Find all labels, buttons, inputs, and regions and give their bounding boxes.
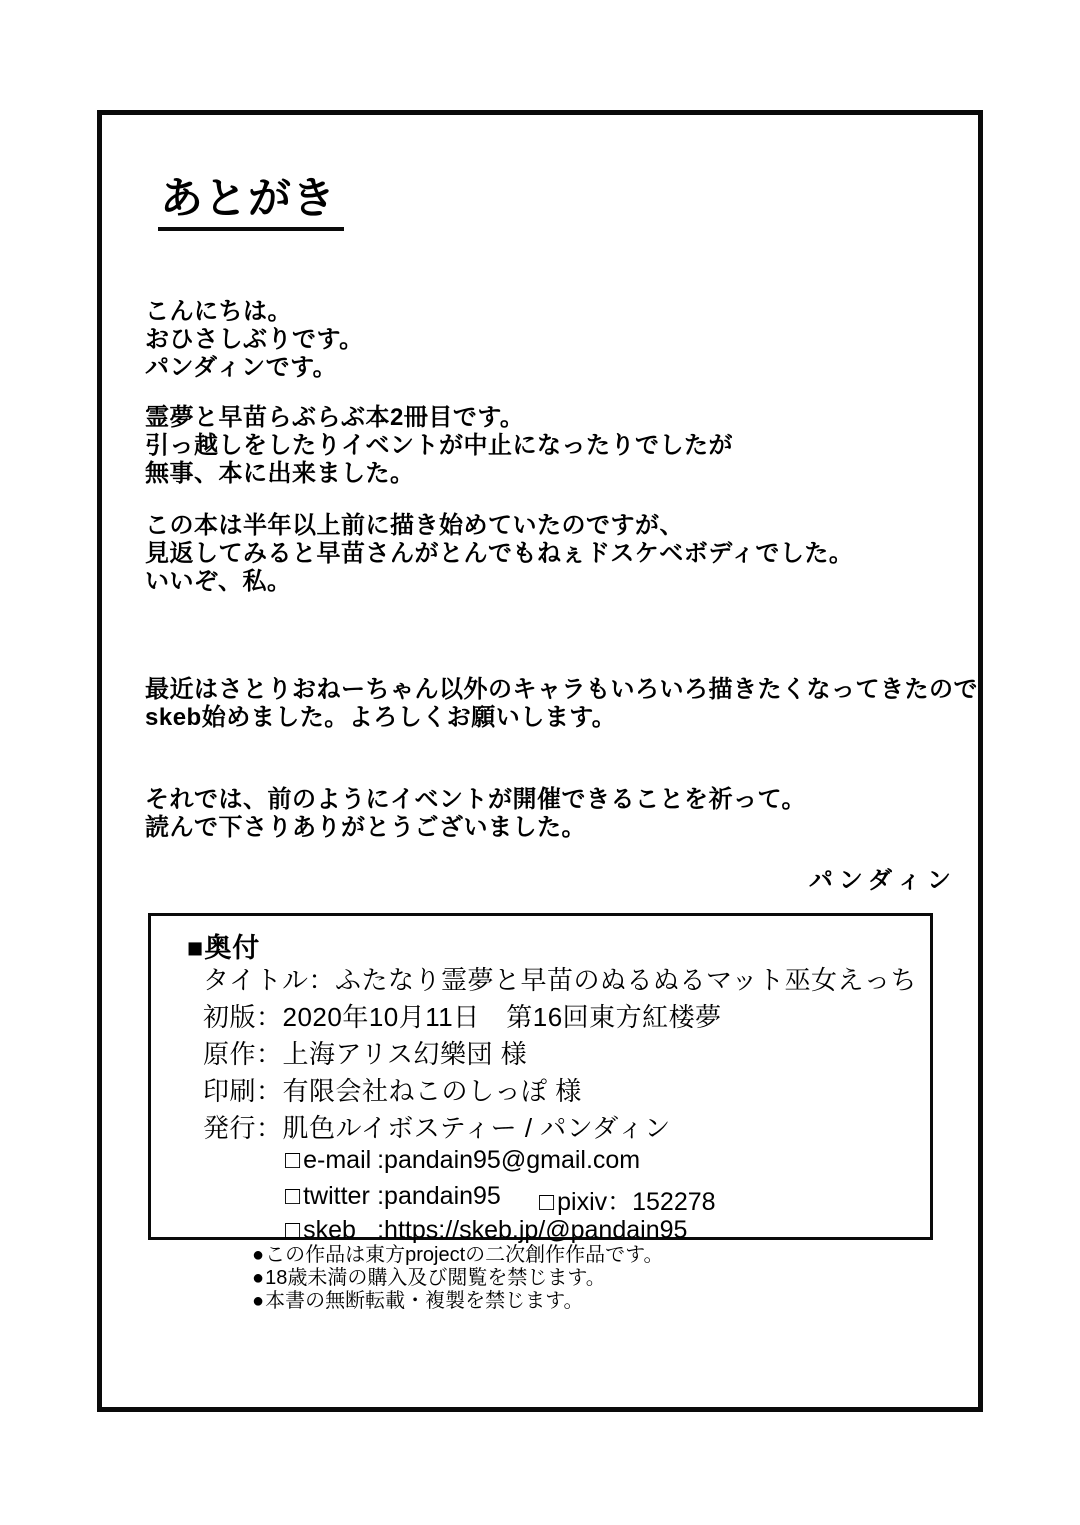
- text-line: 見返してみると早苗さんがとんでもねぇドスケベボディでした。: [145, 540, 854, 567]
- colophon-box: [148, 913, 933, 1244]
- notice-text: 18歳未満の購入及び閲覧を禁じます。: [265, 1267, 606, 1289]
- contact-row-twitter: [285, 1182, 716, 1216]
- text-line: パンダィンです。: [145, 354, 338, 381]
- contact-label: pixiv: [557, 1188, 608, 1216]
- filled-square-icon: ■: [187, 933, 205, 963]
- notice-text: この作品は東方projectの二次創作作品です。: [265, 1244, 664, 1266]
- colophon-row-printing: 印刷：有限会社ねこのしっぽ 様: [203, 1076, 582, 1106]
- notice-list: [252, 1244, 664, 1313]
- contact-value: :pandain95: [377, 1182, 501, 1210]
- afterword-paragraph-drawing: [145, 512, 990, 596]
- afterword-paragraph-greeting: [145, 298, 990, 382]
- contact-row-email: [285, 1146, 640, 1175]
- text-line: こんにちは。: [145, 298, 292, 325]
- bullet-icon: ●: [252, 1267, 265, 1289]
- afterword-title: あとがき: [158, 176, 344, 231]
- colophon-row-publisher: 発行：肌色ルイボスティー / パンダィン: [203, 1113, 671, 1143]
- contact-value: :https://skeb.jp/@pandain95: [377, 1216, 688, 1244]
- bullet-icon: ●: [252, 1244, 265, 1266]
- notice-line-age: [252, 1267, 664, 1290]
- afterword-paragraph-closing: [145, 786, 990, 842]
- colophon-row-title: タイトル：ふたなり霊夢と早苗のぬるぬるマット巫女えっち: [203, 965, 917, 995]
- text-line: 最近はさとりおねーちゃん以外のキャラもいろいろ描きたくなってきたので: [145, 676, 978, 703]
- contact-label: twitter: [303, 1182, 370, 1210]
- afterword-paragraph-skeb: [145, 676, 990, 732]
- text-line: それでは、前のようにイベントが開催できることを祈って。: [145, 786, 807, 813]
- contact-value: :pandain95@gmail.com: [377, 1146, 641, 1174]
- text-line: 読んで下さりありがとうございました。: [145, 814, 586, 841]
- colophon-heading-label: 奥付: [204, 933, 261, 963]
- checkbox-icon: □: [285, 1216, 301, 1244]
- colophon-row-first-edition: 初版：2020年10月11日 第16回東方紅楼夢: [203, 1002, 722, 1032]
- text-line: おひさしぶりです。: [145, 326, 364, 353]
- bullet-icon: ●: [252, 1290, 265, 1312]
- text-line: 引っ越しをしたりイベントが中止になったりでしたが: [145, 432, 733, 459]
- notice-text: 本書の無断転載・複製を禁じます。: [265, 1290, 584, 1312]
- contact-row-pixiv: [539, 1182, 716, 1218]
- contact-label: e-mail: [303, 1146, 372, 1174]
- notice-line-reproduction: [252, 1290, 664, 1313]
- contact-label: skeb: [303, 1216, 356, 1244]
- text-line: 無事、本に出来ました。: [145, 460, 415, 487]
- author-signature: パンダィン: [808, 867, 957, 894]
- checkbox-icon: □: [285, 1182, 301, 1210]
- contact-value: ：152278: [607, 1188, 716, 1216]
- afterword-paragraph-book: [145, 404, 990, 488]
- contact-row-skeb: [285, 1216, 687, 1245]
- checkbox-icon: □: [539, 1188, 555, 1216]
- text-line: 霊夢と早苗らぶらぶ本2冊目です。: [145, 404, 525, 431]
- colophon-row-original: 原作：上海アリス幻樂団 様: [203, 1039, 528, 1069]
- checkbox-icon: □: [285, 1146, 301, 1174]
- text-line: この本は半年以上前に描き始めていたのですが、: [145, 512, 684, 539]
- text-line: いいぞ、私。: [145, 568, 292, 595]
- notice-line-derivative: [252, 1244, 664, 1267]
- text-line: skeb始めました。よろしくお願いします。: [145, 704, 617, 731]
